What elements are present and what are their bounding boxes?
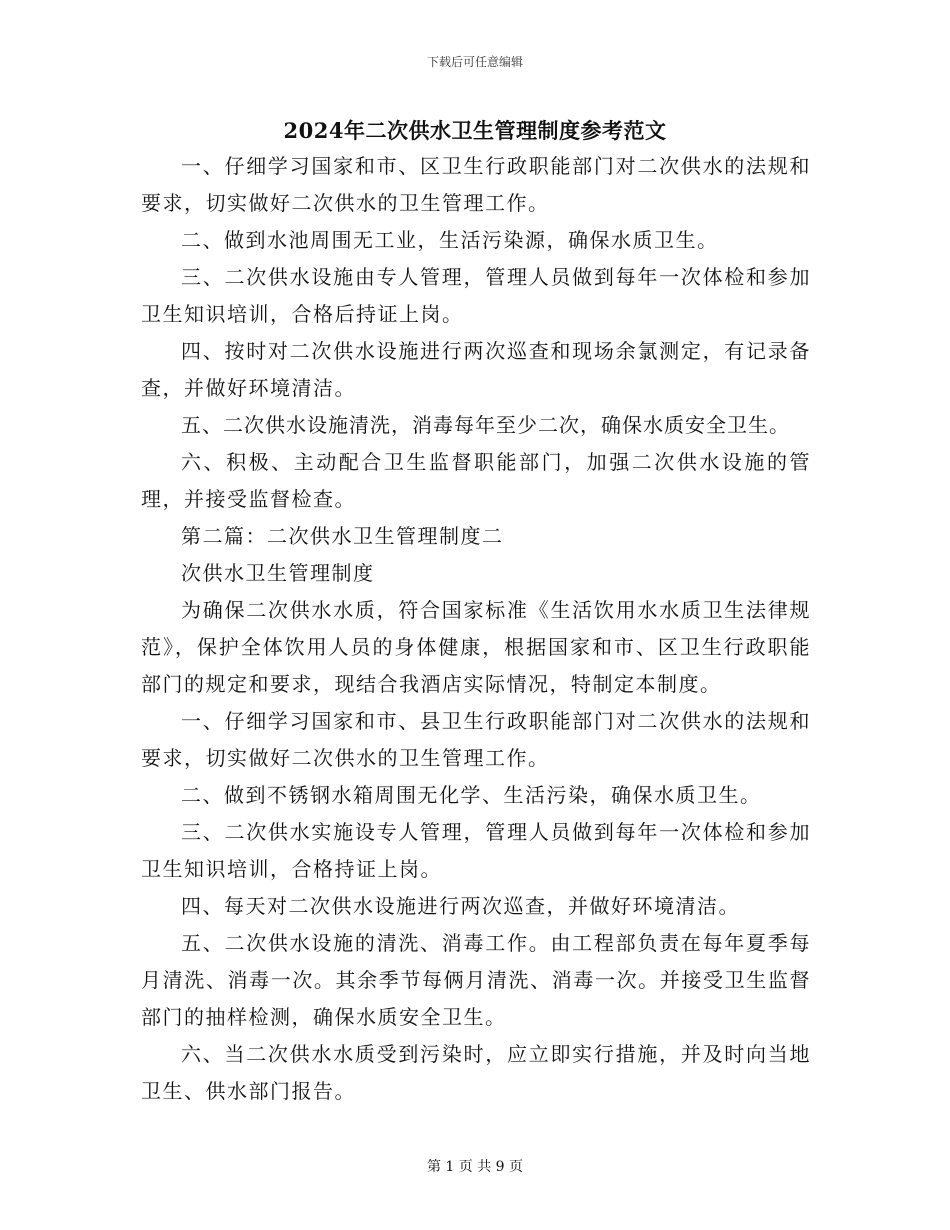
header-note: 下载后可任意编辑 [426, 55, 523, 69]
paragraph-7: 一、仔细学习国家和市、县卫生行政职能部门对二次供水的法规和要求，切实做好二次供水的卫生管理工作。 [141, 709, 811, 770]
section-heading-2: 第二篇：二次供水卫生管理制度二 [181, 524, 504, 548]
paragraph-4: 四、按时对二次供水设施进行两次巡查和现场余氯测定，有记录备查，并做好环境清洁。 [141, 339, 811, 400]
paragraph-intro: 为确保二次供水水质，符合国家标准《生活饮用水水质卫生法律规范》，保护全体饮用人员的身体健康，根据国家和市、区卫生行政职能部门的规定和要求，现结合我酒店实际情况，特制定本制度。 [141, 598, 811, 696]
paragraph-11: 五、二次供水设施的清洗、消毒工作。由工程部负责在每年夏季每月清洗、消毒一次。其余季节每俩月清洗、消毒一次。并接受卫生监督部门的抽样检测，确保水质安全卫生。 [141, 931, 811, 1029]
paragraph-1: 一、仔细学习国家和市、区卫生行政职能部门对二次供水的法规和要求，切实做好二次供水的卫生管理工作。 [141, 154, 811, 215]
paragraph-8: 二、做到不锈钢水箱周围无化学、生活污染，确保水质卫生。 [181, 783, 762, 807]
paragraph-10: 四、每天对二次供水设施进行两次巡查，并做好环境清洁。 [181, 894, 740, 918]
section-subheading: 次供水卫生管理制度 [181, 561, 375, 585]
paragraph-5: 五、二次供水设施清洗，消毒每年至少二次，确保水质安全卫生。 [181, 413, 790, 437]
document-body [141, 148, 811, 1110]
paragraph-9: 三、二次供水实施设专人管理，管理人员做到每年一次体检和参加卫生知识培训，合格持证上岗。 [141, 820, 811, 881]
document-title: 2024年二次供水卫生管理制度参考范文 [283, 118, 667, 143]
paragraph-2: 二、做到水池周围无工业，生活污染源，确保水质卫生。 [181, 228, 719, 252]
page-footer: 第 1 页 共 9 页 [426, 1159, 524, 1175]
paragraph-12: 六、当二次供水水质受到污染时，应立即实行措施，并及时向当地卫生、供水部门报告。 [141, 1042, 811, 1103]
paragraph-3: 三、二次供水设施由专人管理，管理人员做到每年一次体检和参加卫生知识培训，合格后持证上岗。 [141, 265, 811, 326]
paragraph-6: 六、积极、主动配合卫生监督职能部门，加强二次供水设施的管理，并接受监督检查。 [141, 450, 811, 511]
